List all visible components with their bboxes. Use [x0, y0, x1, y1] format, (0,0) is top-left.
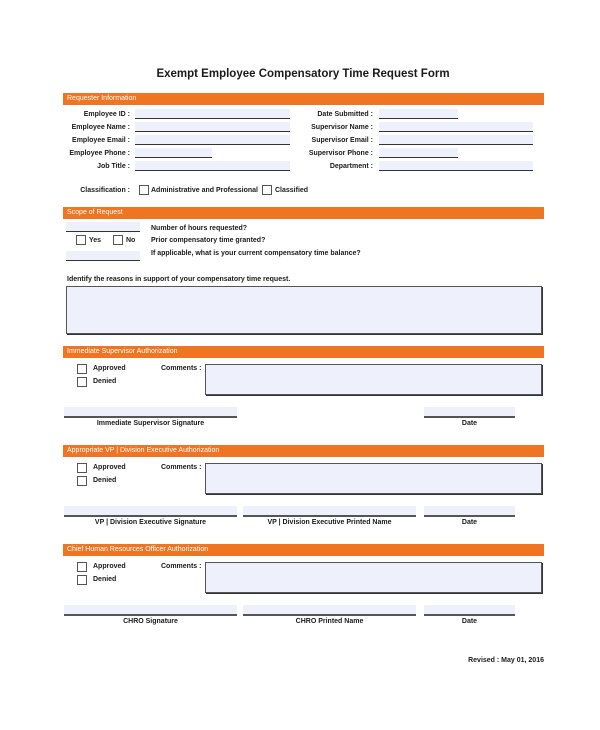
supervisor-date-field[interactable] [424, 407, 515, 418]
vp-signature-label: VP | Division Executive Signature [94, 519, 207, 526]
supervisor-signature-field[interactable] [64, 407, 237, 418]
hours-question: Number of hours requested? [151, 225, 248, 232]
form-title: Exempt Employee Compensatory Time Request Form [156, 68, 450, 80]
employee-id-label: Employee ID : [83, 111, 130, 118]
denied-label: Denied [93, 477, 117, 484]
employee-id-field[interactable] [135, 109, 290, 119]
supervisor-phone-field[interactable] [379, 148, 458, 158]
vp-date-label: Date [461, 519, 478, 526]
supervisor-date-label: Date [461, 420, 478, 427]
revised-date: Revised : May 01, 2016 [468, 657, 544, 664]
yes-label: Yes [89, 237, 102, 244]
supervisor-name-field[interactable] [379, 122, 533, 132]
supervisor-name-label: Supervisor Name : [311, 124, 373, 131]
chro-signature-field[interactable] [64, 605, 237, 616]
chro-printed-name-field[interactable] [243, 605, 416, 616]
employee-email-field[interactable] [135, 135, 290, 145]
section-header-chro: Chief Human Resources Officer Authorization [63, 544, 544, 556]
comments-label: Comments : [161, 563, 202, 570]
hours-requested-field[interactable] [66, 222, 140, 232]
balance-question: If applicable, what is your current compensatory time balance? [151, 250, 361, 257]
vp-comments-box[interactable] [205, 463, 542, 494]
chro-approved-checkbox[interactable] [77, 562, 87, 572]
supervisor-denied-checkbox[interactable] [77, 377, 87, 387]
denied-label: Denied [93, 378, 117, 385]
date-submitted-label: Date Submitted : [317, 111, 373, 118]
supervisor-signature-label: Immediate Supervisor Signature [96, 420, 205, 427]
section-header-supervisor: Immediate Supervisor Authorization [63, 346, 544, 358]
date-submitted-field[interactable] [379, 109, 458, 119]
time-balance-field[interactable] [66, 251, 140, 261]
supervisor-comments-box[interactable] [205, 364, 542, 395]
chro-signature-label: CHRO Signature [123, 618, 178, 625]
chro-date-field[interactable] [424, 605, 515, 616]
vp-printed-name-field[interactable] [243, 506, 416, 517]
chro-comments-box[interactable] [205, 562, 542, 593]
section-header-requester: Requester Information [63, 93, 544, 105]
job-title-label: Job Title : [97, 163, 130, 170]
comments-label: Comments : [161, 365, 202, 372]
supervisor-approved-checkbox[interactable] [77, 364, 87, 374]
department-label: Department : [329, 163, 373, 170]
employee-name-field[interactable] [135, 122, 290, 132]
employee-phone-field[interactable] [135, 148, 212, 158]
reasons-label: Identify the reasons in support of your compensatory time request. [67, 276, 291, 283]
approved-label: Approved [93, 563, 126, 570]
classified-label: Classified [275, 187, 309, 194]
vp-approved-checkbox[interactable] [77, 463, 87, 473]
denied-label: Denied [93, 576, 117, 583]
classification-label: Classification : [80, 187, 130, 194]
prior-question: Prior compensatory time granted? [151, 237, 266, 244]
admin-professional-checkbox[interactable] [139, 185, 149, 195]
chro-date-label: Date [461, 618, 478, 625]
department-field[interactable] [379, 161, 533, 171]
section-header-scope: Scope of Request [63, 207, 544, 219]
vp-denied-checkbox[interactable] [77, 476, 87, 486]
approved-label: Approved [93, 365, 126, 372]
job-title-field[interactable] [135, 161, 290, 171]
employee-email-label: Employee Email : [72, 137, 130, 144]
classified-checkbox[interactable] [262, 185, 272, 195]
section-header-vp: Appropriate VP | Division Executive Authorization [63, 445, 544, 457]
comments-label: Comments : [161, 464, 202, 471]
chro-printed-name-label: CHRO Printed Name [295, 618, 364, 625]
supervisor-email-field[interactable] [379, 135, 533, 145]
vp-date-field[interactable] [424, 506, 515, 517]
vp-signature-field[interactable] [64, 506, 237, 517]
reasons-textarea[interactable] [66, 286, 542, 334]
approved-label: Approved [93, 464, 126, 471]
chro-denied-checkbox[interactable] [77, 575, 87, 585]
vp-printed-name-label: VP | Division Executive Printed Name [267, 519, 392, 526]
employee-name-label: Employee Name : [71, 124, 130, 131]
prior-no-checkbox[interactable] [113, 235, 123, 245]
supervisor-email-label: Supervisor Email : [311, 137, 373, 144]
no-label: No [126, 237, 136, 244]
prior-yes-checkbox[interactable] [76, 235, 86, 245]
employee-phone-label: Employee Phone : [69, 150, 130, 157]
admin-professional-label: Administrative and Professional [151, 187, 258, 194]
supervisor-phone-label: Supervisor Phone : [308, 150, 373, 157]
